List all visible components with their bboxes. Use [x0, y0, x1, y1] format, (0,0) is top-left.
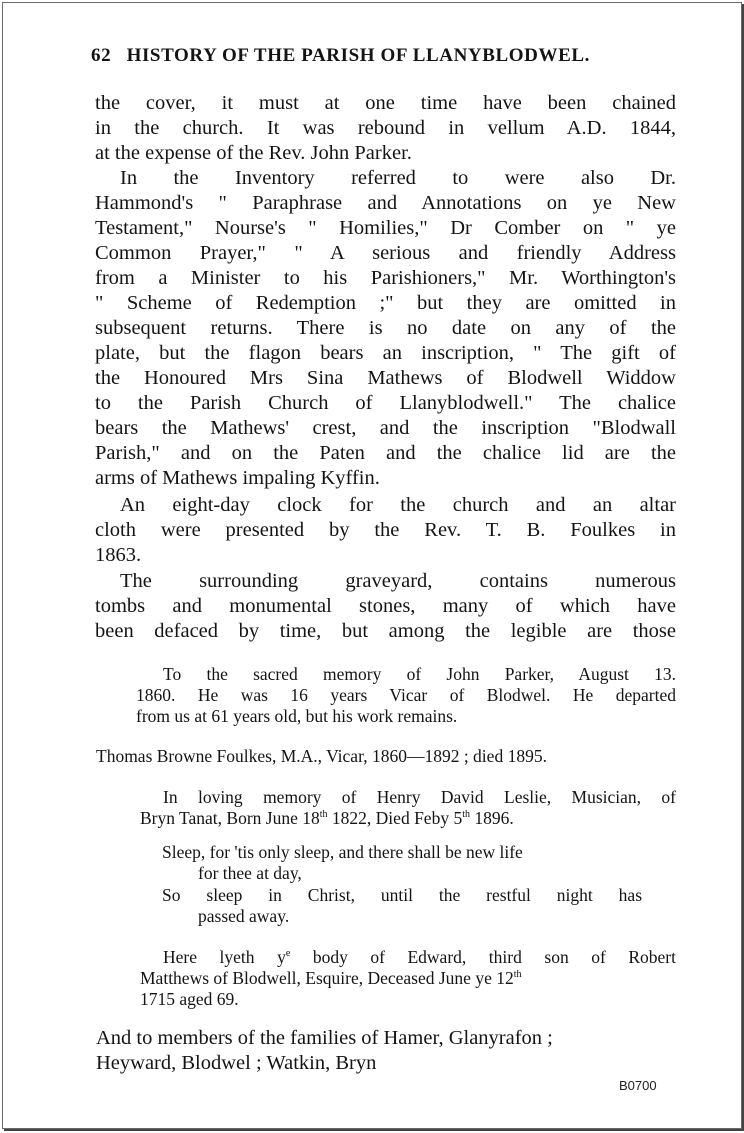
body-line: in the church. It was rebound in vellum A.D. 1844,: [95, 117, 676, 139]
body-line: been defaced by time, but among the legible are those: [95, 620, 676, 642]
body-line: The surrounding graveyard, contains numerous: [120, 570, 676, 592]
running-title: HISTORY OF THE PARISH OF LLANYBLODWEL.: [126, 45, 590, 66]
poem-line: passed away.: [198, 906, 290, 926]
inscription-parker-line: 1860. He was 16 years Vicar of Blodwel. He departed: [136, 685, 676, 705]
body-line: the cover, it must at one time have been chained: [95, 92, 676, 114]
inscription-leslie-line: Bryn Tanat, Born June 18th 1822, Died Feby 5th 1896.: [140, 808, 514, 828]
body-line: tombs and monumental stones, many of which have: [95, 595, 676, 617]
body-line: plate, but the flagon bears an inscription, " The gift of: [95, 342, 676, 364]
page-header: [91, 45, 590, 67]
body-line: In the Inventory referred to were also Dr.: [120, 167, 676, 189]
inscription-edward-line: Matthews of Blodwell, Esquire, Deceased June ye 12th: [140, 968, 522, 988]
body-line: the Honoured Mrs Sina Mathews of Blodwell Widdow: [95, 367, 676, 389]
body-line: An eight-day clock for the church and an altar: [120, 494, 676, 516]
inscription-edward-line: Here lyeth $y^e$ body of Edward, third son of Robert: [163, 947, 676, 967]
body-line: Testament," Nourse's " Homilies," Dr Comber on " ye: [95, 217, 676, 239]
inscription-parker-line: from us at 61 years old, but his work remains.: [136, 706, 458, 726]
body-line: Parish," and on the Paten and the chalice lid are the: [95, 442, 676, 464]
catalog-code: B0700: [619, 1078, 657, 1093]
poem-line: for thee at day,: [198, 863, 302, 883]
inscription-parker-line: To the sacred memory of John Parker, August 13.: [163, 664, 676, 684]
body-line: arms of Mathews impaling Kyffin.: [95, 467, 380, 489]
body-line: bears the Mathews' crest, and the inscription "Blodwall: [95, 417, 676, 439]
poem-line: So sleep in Christ, until the restful night has: [162, 885, 642, 905]
foulkes-line: Thomas Browne Foulkes, M.A., Vicar, 1860—1892 ; died 1895.: [96, 746, 547, 766]
body-line: Hammond's " Paraphrase and Annotations on ye New: [95, 192, 676, 214]
closing-line: And to members of the families of Hamer, Glanyrafon ;: [96, 1027, 553, 1049]
body-line: " Scheme of Redemption ;" but they are omitted in: [95, 292, 676, 314]
body-line: Common Prayer," " A serious and friendly Address: [95, 242, 676, 264]
body-line: from a Minister to his Parishioners," Mr. Worthington's: [95, 267, 676, 289]
body-line: 1863.: [95, 544, 142, 566]
body-line: at the expense of the Rev. John Parker.: [95, 142, 412, 164]
page-number: 62: [91, 45, 112, 66]
body-line: cloth were presented by the Rev. T. B. Foulkes in: [95, 519, 676, 541]
inscription-edward-line: 1715 aged 69.: [140, 989, 239, 1009]
body-line: subsequent returns. There is no date on any of the: [95, 317, 676, 339]
inscription-leslie-line: In loving memory of Henry David Leslie, Musician, of: [163, 787, 676, 807]
poem-line: Sleep, for 'tis only sleep, and there shall be new life: [162, 842, 523, 862]
closing-line: Heyward, Blodwel ; Watkin, Bryn: [96, 1052, 377, 1074]
body-line: to the Parish Church of Llanyblodwell." The chalice: [95, 392, 676, 414]
book-page: [2, 2, 742, 1129]
